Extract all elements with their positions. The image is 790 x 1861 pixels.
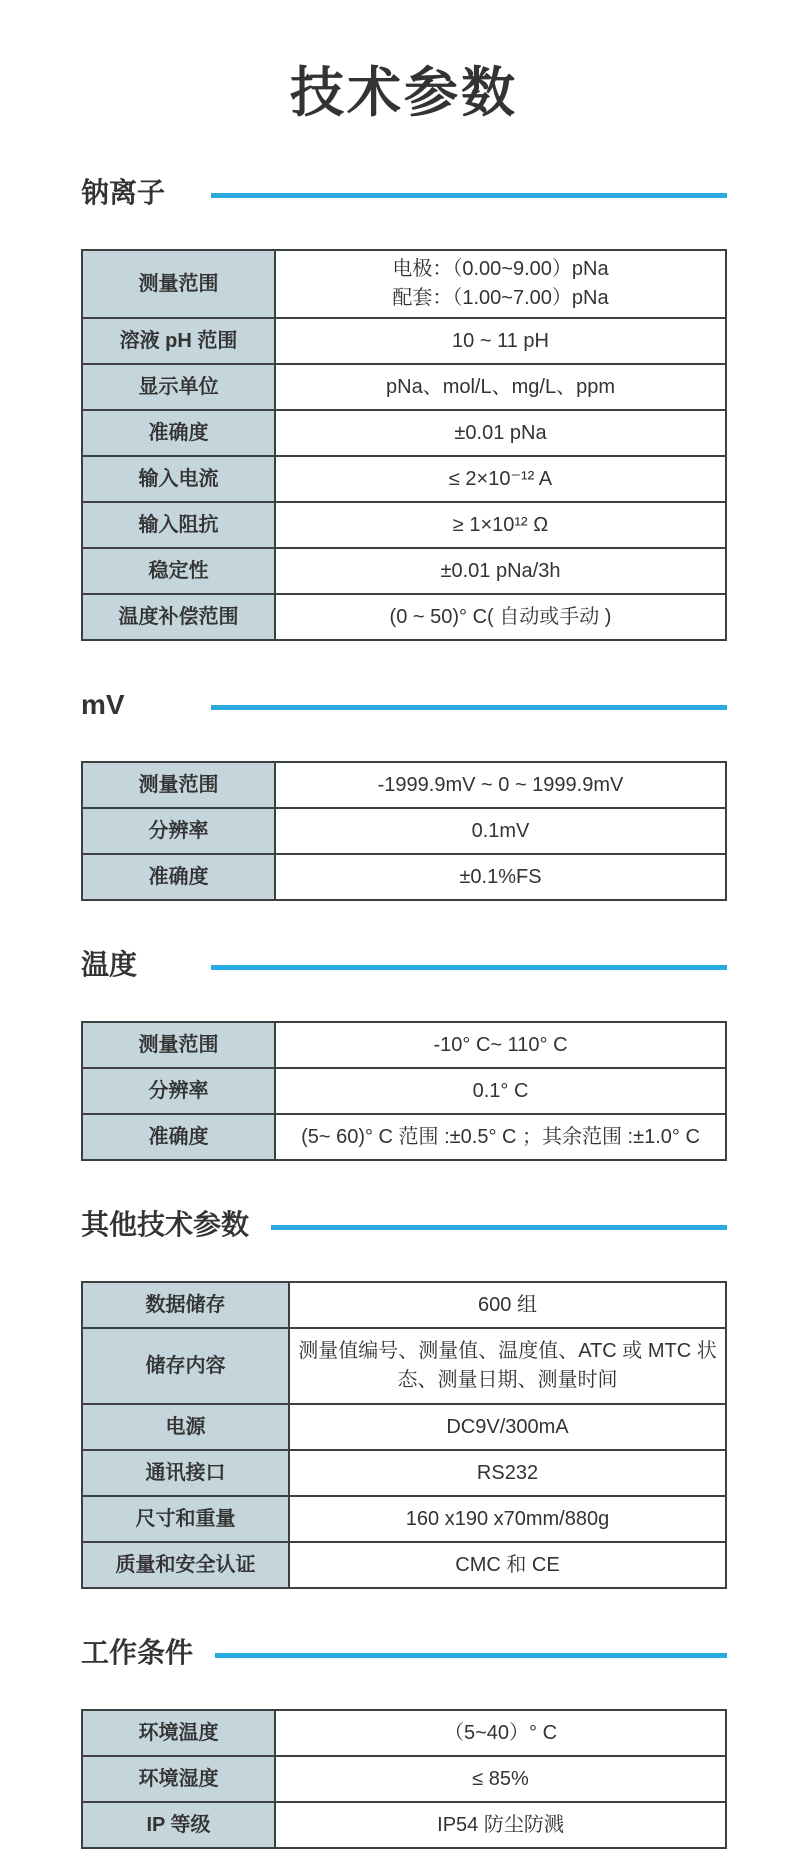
spec-value: -10° C~ 110° C <box>275 1022 726 1068</box>
section-heading-temperature: 温度 <box>81 949 138 980</box>
spec-value: ±0.01 pNa <box>275 410 726 456</box>
spec-label: IP 等级 <box>82 1802 275 1848</box>
spec-label: 显示单位 <box>82 364 275 410</box>
spec-value: 0.1mV <box>275 808 726 854</box>
table-row <box>82 1328 726 1404</box>
section-header <box>81 1207 727 1243</box>
section-temperature <box>81 947 727 1161</box>
spec-label: 尺寸和重量 <box>82 1496 289 1542</box>
spec-label: 通讯接口 <box>82 1450 289 1496</box>
spec-label: 稳定性 <box>82 548 275 594</box>
section-working-conditions <box>81 1635 727 1849</box>
table-row <box>82 548 726 594</box>
spec-label: 准确度 <box>82 410 275 456</box>
table-row <box>82 1404 726 1450</box>
spec-value: 160 x190 x70mm/880g <box>289 1496 726 1542</box>
spec-value: ≥ 1×10¹² Ω <box>275 502 726 548</box>
section-sodium-ion <box>81 175 727 641</box>
section-header <box>81 687 727 723</box>
section-divider-line <box>211 705 727 710</box>
table-row <box>82 1802 726 1848</box>
section-mv <box>81 687 727 901</box>
spec-label: 质量和安全认证 <box>82 1542 289 1588</box>
other-parameters-spec-table <box>81 1281 727 1589</box>
spec-label: 环境温度 <box>82 1710 275 1756</box>
table-row <box>82 1282 726 1328</box>
spec-value: (5~ 60)° C 范围 :±0.5° C ；其余范围 :±1.0° C <box>275 1114 726 1160</box>
table-row <box>82 762 726 808</box>
spec-value: ±0.1%FS <box>275 854 726 900</box>
section-other-parameters <box>81 1207 727 1589</box>
spec-label: 数据储存 <box>82 1282 289 1328</box>
section-heading-other-parameters: 其他技术参数 <box>81 1209 250 1240</box>
spec-value: 测量值编号、测量值、温度值、ATC 或 MTC 状态、测量日期、测量时间 <box>289 1328 726 1404</box>
spec-label: 分辨率 <box>82 808 275 854</box>
spec-label: 测量范围 <box>82 250 275 318</box>
table-row <box>82 1496 726 1542</box>
spec-value: IP54 防尘防溅 <box>275 1802 726 1848</box>
spec-value: ≤ 85% <box>275 1756 726 1802</box>
spec-value: 0.1° C <box>275 1068 726 1114</box>
table-row <box>82 1542 726 1588</box>
spec-value: pNa、mol/L、mg/L、ppm <box>275 364 726 410</box>
working-conditions-spec-table <box>81 1709 727 1849</box>
spec-value: 10 ~ 11 pH <box>275 318 726 364</box>
spec-label: 分辨率 <box>82 1068 275 1114</box>
spec-value: DC9V/300mA <box>289 1404 726 1450</box>
spec-label: 储存内容 <box>82 1328 289 1404</box>
spec-label: 准确度 <box>82 854 275 900</box>
section-header <box>81 947 727 983</box>
spec-label: 环境湿度 <box>82 1756 275 1802</box>
page-title: 技术参数 <box>290 63 518 123</box>
section-heading-working-conditions: 工作条件 <box>81 1637 194 1668</box>
section-header <box>81 1635 727 1671</box>
table-row <box>82 854 726 900</box>
spec-value-line: 电极：（0.00~9.00）pNa <box>392 258 609 280</box>
section-header <box>81 175 727 211</box>
section-divider-line <box>215 1653 727 1658</box>
table-row <box>82 1114 726 1160</box>
table-row <box>82 808 726 854</box>
section-divider-line <box>271 1225 727 1230</box>
table-row <box>82 318 726 364</box>
spec-value <box>275 250 726 318</box>
spec-value: -1999.9mV ~ 0 ~ 1999.9mV <box>275 762 726 808</box>
section-heading-mv: mV <box>81 689 125 720</box>
section-divider-line <box>211 965 727 970</box>
spec-label: 输入阻抗 <box>82 502 275 548</box>
spec-label: 测量范围 <box>82 1022 275 1068</box>
spec-value: （5~40）° C <box>275 1710 726 1756</box>
table-row <box>82 1710 726 1756</box>
temperature-spec-table <box>81 1021 727 1161</box>
table-row <box>82 1450 726 1496</box>
spec-label: 测量范围 <box>82 762 275 808</box>
spec-label: 溶液 pH 范围 <box>82 318 275 364</box>
table-row <box>82 364 726 410</box>
spec-value: ±0.01 pNa/3h <box>275 548 726 594</box>
spec-value: RS232 <box>289 1450 726 1496</box>
table-row <box>82 410 726 456</box>
spec-value: 600 组 <box>289 1282 726 1328</box>
spec-label: 电源 <box>82 1404 289 1450</box>
spec-value: ≤ 2×10⁻¹² A <box>275 456 726 502</box>
table-row <box>82 250 726 318</box>
section-heading-sodium-ion: 钠离子 <box>81 177 166 208</box>
table-row <box>82 502 726 548</box>
spec-label: 输入电流 <box>82 456 275 502</box>
spec-value: (0 ~ 50)° C( 自动或手动 ) <box>275 594 726 640</box>
mv-spec-table <box>81 761 727 901</box>
table-row <box>82 1022 726 1068</box>
spec-value-line: 配套：（1.00~7.00）pNa <box>392 287 609 309</box>
table-row <box>82 456 726 502</box>
spec-value: CMC 和 CE <box>289 1542 726 1588</box>
section-divider-line <box>211 193 727 198</box>
table-row <box>82 1068 726 1114</box>
table-row <box>82 594 726 640</box>
sodium-ion-spec-table <box>81 249 727 641</box>
table-row <box>82 1756 726 1802</box>
spec-label: 温度补偿范围 <box>82 594 275 640</box>
spec-label: 准确度 <box>82 1114 275 1160</box>
